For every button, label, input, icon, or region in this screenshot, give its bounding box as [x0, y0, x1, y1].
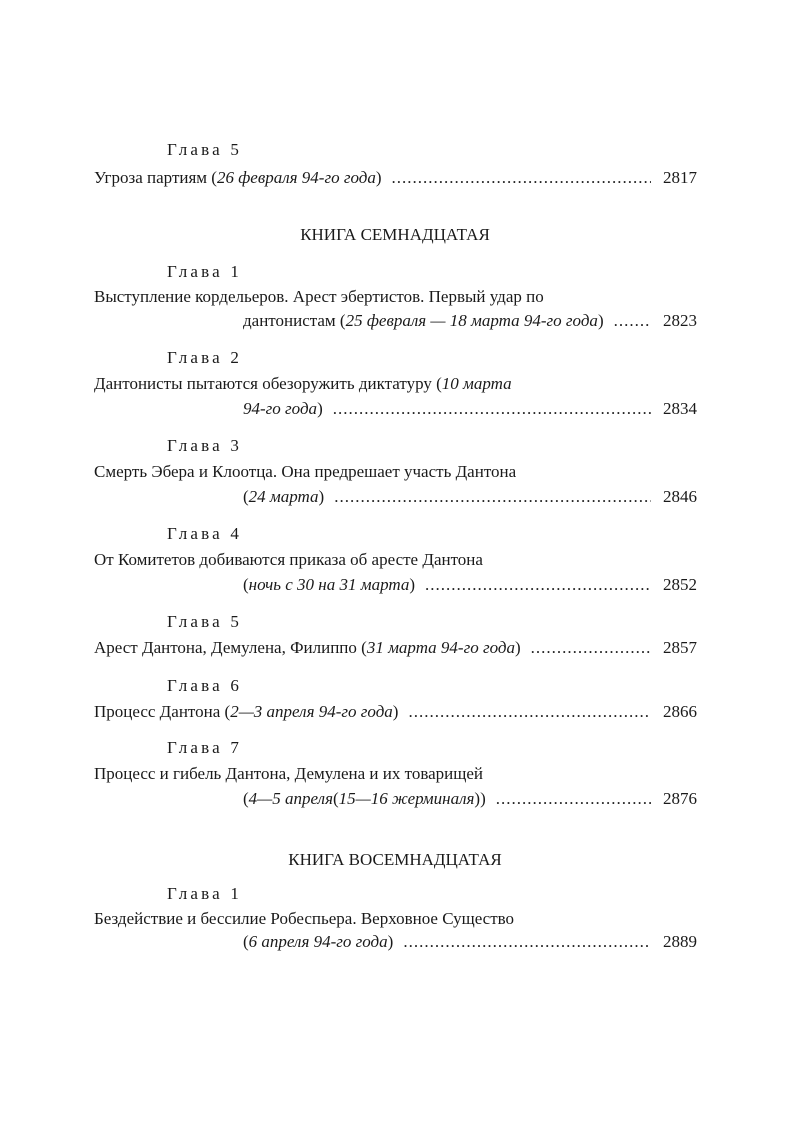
- entry-open: (: [243, 487, 249, 506]
- entry-close: ): [318, 487, 325, 506]
- chapter-heading: Глава 6: [167, 676, 243, 695]
- toc-entry[interactable]: [243, 311, 697, 331]
- dot-leader: [408, 702, 651, 722]
- page-number: 2817: [663, 168, 697, 187]
- entry-close: ): [409, 575, 416, 594]
- entry-close: ): [392, 702, 399, 721]
- chapter-heading: Глава 1: [167, 262, 243, 281]
- chapter-heading: Глава 7: [167, 738, 243, 757]
- entry-title: Дантонисты пытаются обезоружить диктатуру (: [94, 374, 442, 393]
- entry-title: Угроза партиям (: [94, 168, 217, 187]
- toc-entry[interactable]: [243, 789, 697, 809]
- chapter-heading: Глава 4: [167, 524, 243, 543]
- page-number: 2823: [663, 311, 697, 330]
- chapter-heading: Глава 2: [167, 348, 243, 367]
- chapter-heading: Глава 5: [167, 140, 243, 159]
- toc-entry[interactable]: [94, 702, 697, 722]
- entry-date: 26 февраля 94-го года: [216, 168, 376, 187]
- entry-close: ): [387, 932, 394, 951]
- dot-leader: [403, 932, 651, 952]
- toc-entry[interactable]: [243, 487, 697, 507]
- entry-title-line[interactable]: Бездействие и бессилие Робеспьера. Верховное Существо: [94, 909, 515, 928]
- entry-date: 2—3 апреля 94-го года: [230, 702, 393, 721]
- entry-date: 31 марта 94-го года: [366, 638, 515, 657]
- dot-leader: [614, 311, 651, 331]
- dot-leader: [392, 168, 651, 188]
- page-number: 2852: [663, 575, 697, 594]
- toc-entry[interactable]: [243, 399, 697, 419]
- dot-leader: [425, 575, 651, 595]
- entry-close: ): [597, 311, 604, 330]
- entry-date: 6 апреля 94-го года: [248, 932, 388, 951]
- entry-date: 4—5 апреля: [248, 789, 333, 808]
- entry-date: 10 марта: [441, 374, 512, 393]
- dot-leader: [334, 487, 651, 507]
- entry-date: ночь с 30 на 31 марта: [248, 575, 410, 594]
- entry-title-line[interactable]: [94, 374, 512, 394]
- entry-open: (: [243, 575, 249, 594]
- entry-title-line[interactable]: Выступление кордельеров. Арест эбертистов. Первый удар по: [94, 287, 544, 306]
- toc-entry[interactable]: [243, 932, 697, 952]
- dot-leader: [333, 399, 651, 419]
- entry-mid: (: [332, 789, 339, 808]
- entry-date-secondary: 15—16 жерминаля: [338, 789, 475, 808]
- toc-entry[interactable]: [94, 638, 697, 658]
- entry-title-line[interactable]: Смерть Эбера и Клоотца. Она предрешает участь Дантона: [94, 462, 517, 481]
- book-heading: КНИГА СЕМНАДЦАТАЯ: [300, 225, 490, 244]
- page-number: 2889: [663, 932, 697, 951]
- page-number: 2876: [663, 789, 697, 808]
- book-heading: КНИГА ВОСЕМНАДЦАТАЯ: [288, 850, 502, 869]
- entry-close: )): [474, 789, 486, 808]
- entry-title: Арест Дантона, Демулена, Филиппо (: [94, 638, 367, 657]
- page-number: 2866: [663, 702, 697, 721]
- entry-open: (: [243, 789, 249, 808]
- dot-leader: [531, 638, 651, 658]
- chapter-heading: Глава 3: [167, 436, 243, 455]
- dot-leader: [496, 789, 651, 809]
- toc-entry[interactable]: [243, 575, 697, 595]
- page-number: 2834: [663, 399, 697, 418]
- entry-close: ): [375, 168, 382, 187]
- entry-date: 24 марта: [248, 487, 319, 506]
- entry-date: 25 февраля — 18 марта 94-го года: [345, 311, 598, 330]
- page-number: 2857: [663, 638, 697, 657]
- entry-title: дантонистам (: [243, 311, 346, 330]
- entry-title: Процесс Дантона (: [94, 702, 231, 721]
- entry-title-line[interactable]: Процесс и гибель Дантона, Демулена и их товарищей: [94, 764, 484, 783]
- entry-date: 94-го года: [243, 399, 318, 418]
- entry-close: ): [514, 638, 521, 657]
- entry-open: (: [243, 932, 249, 951]
- entry-title-line[interactable]: От Комитетов добиваются приказа об аресте Дантона: [94, 550, 483, 569]
- toc-entry[interactable]: [94, 168, 697, 188]
- page-number: 2846: [663, 487, 697, 506]
- entry-close: ): [317, 399, 323, 418]
- chapter-heading: Глава 5: [167, 612, 243, 631]
- chapter-heading: Глава 1: [167, 884, 243, 903]
